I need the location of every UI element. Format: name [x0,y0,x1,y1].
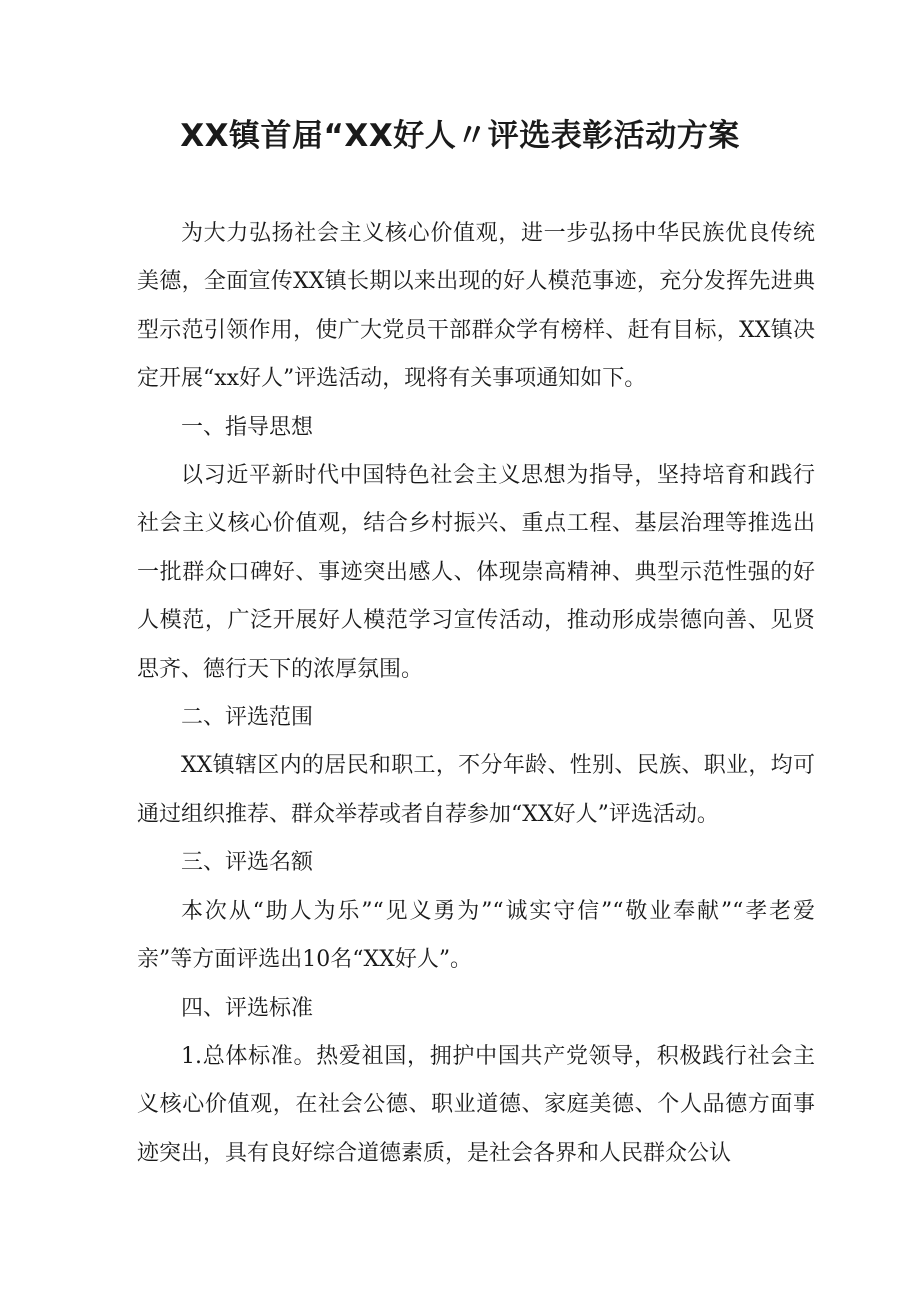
selection-criteria-paragraph: 1.总体标准。热爱祖国，拥护中国共产党领导，积极践行社会主义核心价值观，在社会公德、职业道德、家庭美德、个人品德方面事迹突出，具有良好综合道德素质，是社会各界和人民群众公认 [137,1043,815,1166]
section-heading-selection-scope: 二、评选范围 [181,705,314,731]
selection-quota-paragraph: 本次从“助人为乐”“见义勇为”“诚实守信”“敬业奉献”“孝老爱亲”等方面评选出10名“XX好人”。 [137,898,815,973]
document-body [137,210,815,1178]
document-title: XX镇首届“XX好人〃评选表彰活动方案 [180,118,740,154]
section-heading-selection-quota: 三、评选名额 [181,850,314,876]
section-heading-selection-criteria: 四、评选标准 [181,995,314,1021]
selection-scope-paragraph: XX镇辖区内的居民和职工，不分年龄、性别、民族、职业，均可通过组织推荐、群众举荐或者自荐参加“XX好人”评选活动。 [137,753,815,827]
section-heading-guiding-ideology: 一、指导思想 [181,414,314,440]
intro-paragraph: 为大力弘扬社会主义核心价值观，进一步弘扬中华民族优良传统美德，全面宣传XX镇长期以来出现的好人模范事迹，充分发挥先进典型示范引领作用，使广大党员干部群众学有榜样、赶有目标，XX镇决定开展“xx好人”评选活动，现将有关事项通知如下。 [137,221,815,392]
guiding-ideology-paragraph: 以习近平新时代中国特色社会主义思想为指导，坚持培育和践行社会主义核心价值观，结合乡村振兴、重点工程、基层治理等推选出一批群众口碑好、事迹突出感人、体现崇高精神、典型示范性强的好人模范，广泛开展好人模范学习宣传活动，推动形成崇德向善、见贤思齐、德行天下的浓厚氛围。 [137,463,815,682]
